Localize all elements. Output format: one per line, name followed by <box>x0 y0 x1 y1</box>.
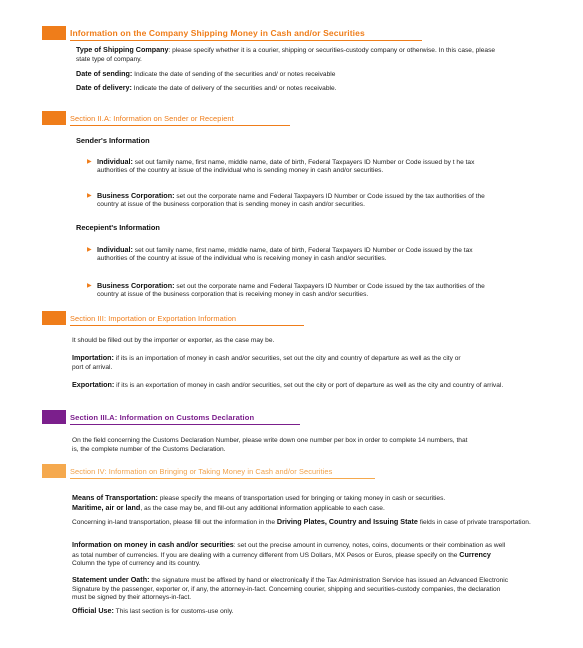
description: Indicate the date of sending of the securities and/ or notes receivable <box>132 71 336 78</box>
section-title: Section III: Importation or Exportation Information <box>70 313 237 323</box>
section-rule <box>70 40 422 41</box>
term: Exportation: <box>72 380 115 389</box>
term: Individual: <box>97 245 133 254</box>
section-rule <box>70 478 375 479</box>
section-marker <box>42 311 66 325</box>
term: Currency <box>459 549 491 559</box>
bullet-arrow-icon: ▶ <box>87 283 92 289</box>
bullet-arrow-icon: ▶ <box>87 159 92 165</box>
description: fields in case of private transportation. <box>417 519 531 526</box>
section-title: Information on the Company Shipping Money in Cash and/or Securities <box>70 28 365 38</box>
section-marker <box>42 464 66 478</box>
term: Type of Shipping Company <box>76 45 169 54</box>
section-rule <box>70 125 290 126</box>
term: Means of Transportation: <box>72 493 158 502</box>
sender-heading: Sender's Information <box>76 136 150 145</box>
description: please specify the means of transportation used for bringing or taking money in cash or securities. <box>157 495 446 502</box>
importation-text <box>72 354 462 372</box>
inland-transportation-text <box>72 518 532 528</box>
term: Driving Plates, Country and Issuing State <box>276 517 418 526</box>
term: Date of sending: <box>76 69 133 78</box>
section-rule <box>70 325 304 326</box>
section-rule <box>70 424 300 425</box>
section-title: Section II.A: Information on Sender or Recepient <box>70 113 234 123</box>
description: Column the type of currency and its country. <box>72 560 201 568</box>
sender-business-item <box>87 191 499 210</box>
bullet-arrow-icon: ▶ <box>87 247 92 253</box>
term: Business Corporation: <box>97 281 175 290</box>
section-title: Section IV: Information on Bringing or Taking Money in Cash and/or Securities <box>70 466 333 476</box>
term: Maritime, air or land <box>72 502 141 512</box>
term: Individual: <box>97 157 133 166</box>
section-title: Section III.A: Information on Customs Declaration <box>70 412 255 422</box>
section-header-customs <box>42 410 254 424</box>
date-of-delivery-text <box>76 84 506 94</box>
official-use-text <box>72 607 512 617</box>
section-marker <box>42 410 66 424</box>
means-of-transportation-text <box>72 494 534 513</box>
description: the signature must be affixed by hand or electronically if the Tax Administration Service has issued an Advanced Electronic Signature by the passenger, exporter or, if any, the attorney-in-fact. Concerning courier, shipping and securities-custody companies, the declaration must be signed by their attorneys-in-fact. <box>72 577 509 602</box>
section-marker <box>42 26 66 40</box>
type-of-company-text <box>76 46 506 64</box>
term: Statement under Oath: <box>72 575 150 584</box>
term: Date of delivery: <box>76 83 132 92</box>
term: Business Corporation: <box>97 191 175 200</box>
description: : please specify whether it is a courier, shipping or securities-custody company or otherwise. In this case, please state type of company. <box>76 47 496 63</box>
description: set out family name, first name, middle name, date of birth, Federal Taxpayers ID Number or Code issued by t he tax authorities of the country at issue of the individual who is sending money in cash and/or securities. <box>97 159 475 175</box>
description: Indicate the date of delivery of the securities and/ or notes receivable. <box>131 85 337 92</box>
description: set out the corporate name and Federal Taxpayers ID Number or Code issued by the tax authorities of the country at issue of the business corporation that is receiving money in cash and/or securities. <box>97 283 485 299</box>
section-header-import-export <box>42 311 236 325</box>
description: : set out the precise amount in currency, notes, coins, documents or their combination as well as total number of currencies. If you are dealing with a currency different from US Dollars, MX Pesos or Euros, please specify on the <box>72 542 506 559</box>
section-header-sender-recipient <box>42 111 234 125</box>
exportation-text <box>72 381 534 391</box>
section-header-bringing-money <box>42 464 332 478</box>
description: if its is an exportation of money in cash and/or securities, set out the city or port of departure as well as the city and country of arrival. <box>114 382 504 389</box>
description: set out the corporate name and Federal Taxpayers ID Number or Code issued by the tax authorities of the country at issue of the business corporation that is sending money in cash and/or securities. <box>97 193 485 209</box>
sender-individual-item <box>87 157 499 176</box>
recipient-heading: Recepient's Information <box>76 223 160 232</box>
description: , as the case may be, and fill-out any additional information applicable to each case. <box>140 504 385 512</box>
section-header-company <box>42 26 365 40</box>
recipient-business-item <box>87 281 499 300</box>
description: Concerning in-land transportation, please fill out the information in the <box>72 519 277 526</box>
term: Official Use: <box>72 606 114 615</box>
description: if its is an importation of money in cash and/or securities, set out the city and country of departure as well as the city or port of arrival. <box>72 355 461 371</box>
description: set out family name, first name, middle name, date of birth, Federal Taxpayers ID Number or Code issued by the tax authorities of the country at issue of the individual who is receiving money in cash and/or securities. <box>97 247 473 263</box>
section-marker <box>42 111 66 125</box>
term: Importation: <box>72 353 114 362</box>
date-of-sending-text <box>76 70 506 80</box>
recipient-individual-item <box>87 245 499 264</box>
term: Information on money in cash and/or securities <box>72 540 234 549</box>
bullet-arrow-icon: ▶ <box>87 193 92 199</box>
description: This last section is for customs-use only. <box>113 608 234 615</box>
import-export-intro: It should be filled out by the importer or exporter, as the case may be. <box>72 337 275 344</box>
statement-under-oath-text <box>72 576 512 603</box>
money-information-text <box>72 541 512 569</box>
customs-declaration-text: On the field concerning the Customs Declaration Number, please write down one number per box in order to complete 14 numbers, that is, the complete number of the Customs Declaration. <box>72 437 468 453</box>
